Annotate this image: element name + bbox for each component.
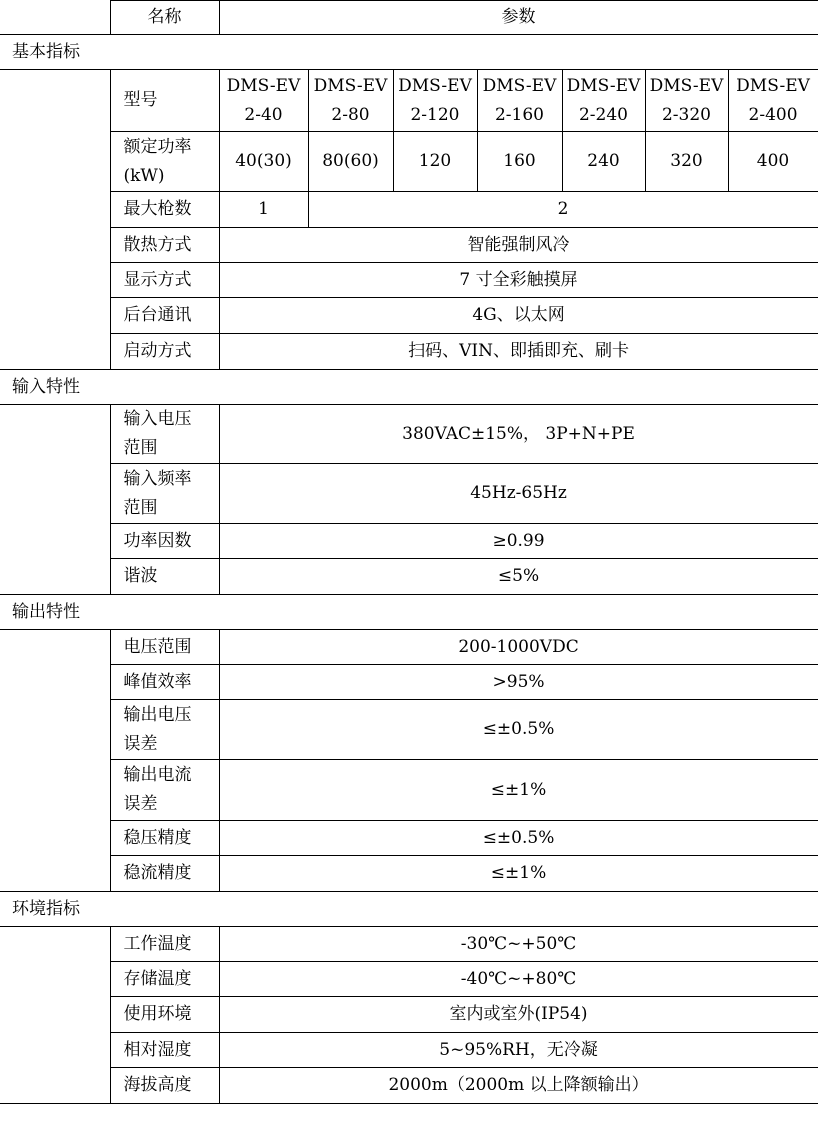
header-row xyxy=(0,1,818,35)
table-row xyxy=(0,228,818,263)
model-series: DMS-EV xyxy=(649,75,724,96)
power-cell: 160 xyxy=(477,132,562,192)
model-code: 2-160 xyxy=(494,104,544,125)
row-label-line1: 输入频率 xyxy=(123,468,192,489)
model-code: 2-120 xyxy=(410,104,460,125)
header-name: 名称 xyxy=(110,1,219,35)
model-series: DMS-EV xyxy=(226,75,301,96)
row-value: 45Hz-65Hz xyxy=(219,464,818,524)
row-value: -40℃~+80℃ xyxy=(219,962,818,997)
section-stub-basic xyxy=(0,70,110,370)
table-row xyxy=(0,760,818,821)
section-env-row xyxy=(0,892,818,927)
row-label: 后台通讯 xyxy=(110,298,219,334)
row-label: 使用环境 xyxy=(110,997,219,1033)
row-value: ≤5% xyxy=(219,559,818,595)
row-label: 工作温度 xyxy=(110,927,219,962)
table-row xyxy=(0,1068,818,1104)
row-label xyxy=(110,700,219,760)
table-row xyxy=(0,405,818,464)
row-label-line2: 范围 xyxy=(123,438,158,458)
table-row-guns xyxy=(0,192,818,228)
row-value: ≥0.99 xyxy=(219,524,818,559)
model-series: DMS-EV xyxy=(736,75,810,96)
model-series: DMS-EV xyxy=(482,75,557,96)
table-row-model xyxy=(0,70,818,132)
row-label xyxy=(110,760,219,821)
model-cell xyxy=(219,70,308,132)
row-value: ≤±0.5% xyxy=(219,821,818,856)
row-label xyxy=(110,464,219,524)
row-value: >95% xyxy=(219,665,818,700)
header-params: 参数 xyxy=(219,1,818,35)
guns-cell: 1 xyxy=(219,192,308,228)
row-label: 峰值效率 xyxy=(110,665,219,700)
row-label-line1: 输出电压 xyxy=(123,704,192,725)
row-value: 智能强制风冷 xyxy=(219,228,818,263)
row-value: ≤±1% xyxy=(219,760,818,821)
row-label-guns: 最大枪数 xyxy=(110,192,219,228)
guns-cell: 2 xyxy=(308,192,818,228)
model-cell xyxy=(645,70,728,132)
model-code: 2-40 xyxy=(244,104,283,125)
row-label-power xyxy=(110,132,219,192)
power-cell: 80(60) xyxy=(308,132,393,192)
section-stub-env xyxy=(0,927,110,1104)
table-row xyxy=(0,263,818,298)
row-label-line2: 范围 xyxy=(123,497,158,518)
table-row xyxy=(0,298,818,334)
row-label-model: 型号 xyxy=(110,70,219,132)
table-row xyxy=(0,334,818,370)
model-cell xyxy=(393,70,477,132)
row-label: 显示方式 xyxy=(110,263,219,298)
section-basic-row xyxy=(0,35,818,70)
row-label: 散热方式 xyxy=(110,228,219,263)
row-label-line1: 输入电压 xyxy=(123,409,192,429)
model-code: 2-240 xyxy=(578,104,628,125)
header-blank xyxy=(0,1,110,35)
row-label: 稳压精度 xyxy=(110,821,219,856)
table-row xyxy=(0,1033,818,1068)
row-label-line2: 误差 xyxy=(123,733,158,754)
row-label: 谐波 xyxy=(110,559,219,595)
table-row xyxy=(0,559,818,595)
section-title-input: 输入特性 xyxy=(0,370,818,405)
row-value: ≤±0.5% xyxy=(219,700,818,760)
table-row xyxy=(0,700,818,760)
section-title-env: 环境指标 xyxy=(0,892,818,927)
row-label: 启动方式 xyxy=(110,334,219,370)
model-code: 2-320 xyxy=(661,104,711,125)
section-title-output: 输出特性 xyxy=(0,595,818,630)
power-cell: 240 xyxy=(562,132,645,192)
row-label: 功率因数 xyxy=(110,524,219,559)
power-cell: 40(30) xyxy=(219,132,308,192)
row-value: 200-1000VDC xyxy=(219,630,818,665)
row-label: 存储温度 xyxy=(110,962,219,997)
model-cell xyxy=(308,70,393,132)
section-title-basic: 基本指标 xyxy=(0,35,818,70)
row-label xyxy=(110,405,219,464)
row-value: 380VAC±15%， 3P+N+PE xyxy=(219,405,818,464)
row-value: 2000m（2000m 以上降额输出） xyxy=(219,1068,818,1104)
row-label-line2: 误差 xyxy=(123,794,158,814)
section-input-row xyxy=(0,370,818,405)
section-stub-output xyxy=(0,630,110,892)
row-label: 相对湿度 xyxy=(110,1033,219,1068)
row-value: 室内或室外(IP54) xyxy=(219,997,818,1033)
model-series: DMS-EV xyxy=(398,75,472,96)
row-label: 海拔高度 xyxy=(110,1068,219,1104)
section-output-row xyxy=(0,595,818,630)
table-row xyxy=(0,524,818,559)
table-row xyxy=(0,665,818,700)
power-label-line2: (kW) xyxy=(123,165,165,186)
section-stub-input xyxy=(0,405,110,595)
model-code: 2-400 xyxy=(748,104,798,125)
row-value: -30℃~+50℃ xyxy=(219,927,818,962)
table-row xyxy=(0,630,818,665)
table-row xyxy=(0,856,818,892)
model-cell xyxy=(477,70,562,132)
model-cell xyxy=(562,70,645,132)
row-label-line1: 输出电流 xyxy=(123,765,192,785)
row-value: 扫码、VIN、即插即充、刷卡 xyxy=(219,334,818,370)
power-cell: 320 xyxy=(645,132,728,192)
model-code: 2-80 xyxy=(331,104,370,125)
table-row xyxy=(0,464,818,524)
model-cell xyxy=(728,70,818,132)
table-row xyxy=(0,927,818,962)
power-cell: 120 xyxy=(393,132,477,192)
table-row xyxy=(0,997,818,1033)
table-row xyxy=(0,962,818,997)
row-label: 电压范围 xyxy=(110,630,219,665)
model-series: DMS-EV xyxy=(313,75,388,96)
row-value: 4G、以太网 xyxy=(219,298,818,334)
power-label-line1: 额定功率 xyxy=(123,136,192,157)
row-value: ≤±1% xyxy=(219,856,818,892)
power-cell: 400 xyxy=(728,132,818,192)
table-row-power xyxy=(0,132,818,192)
model-series: DMS-EV xyxy=(566,75,641,96)
row-value: 5~95%RH，无冷凝 xyxy=(219,1033,818,1068)
row-label: 稳流精度 xyxy=(110,856,219,892)
table-row xyxy=(0,821,818,856)
row-value: 7 寸全彩触摸屏 xyxy=(219,263,818,298)
